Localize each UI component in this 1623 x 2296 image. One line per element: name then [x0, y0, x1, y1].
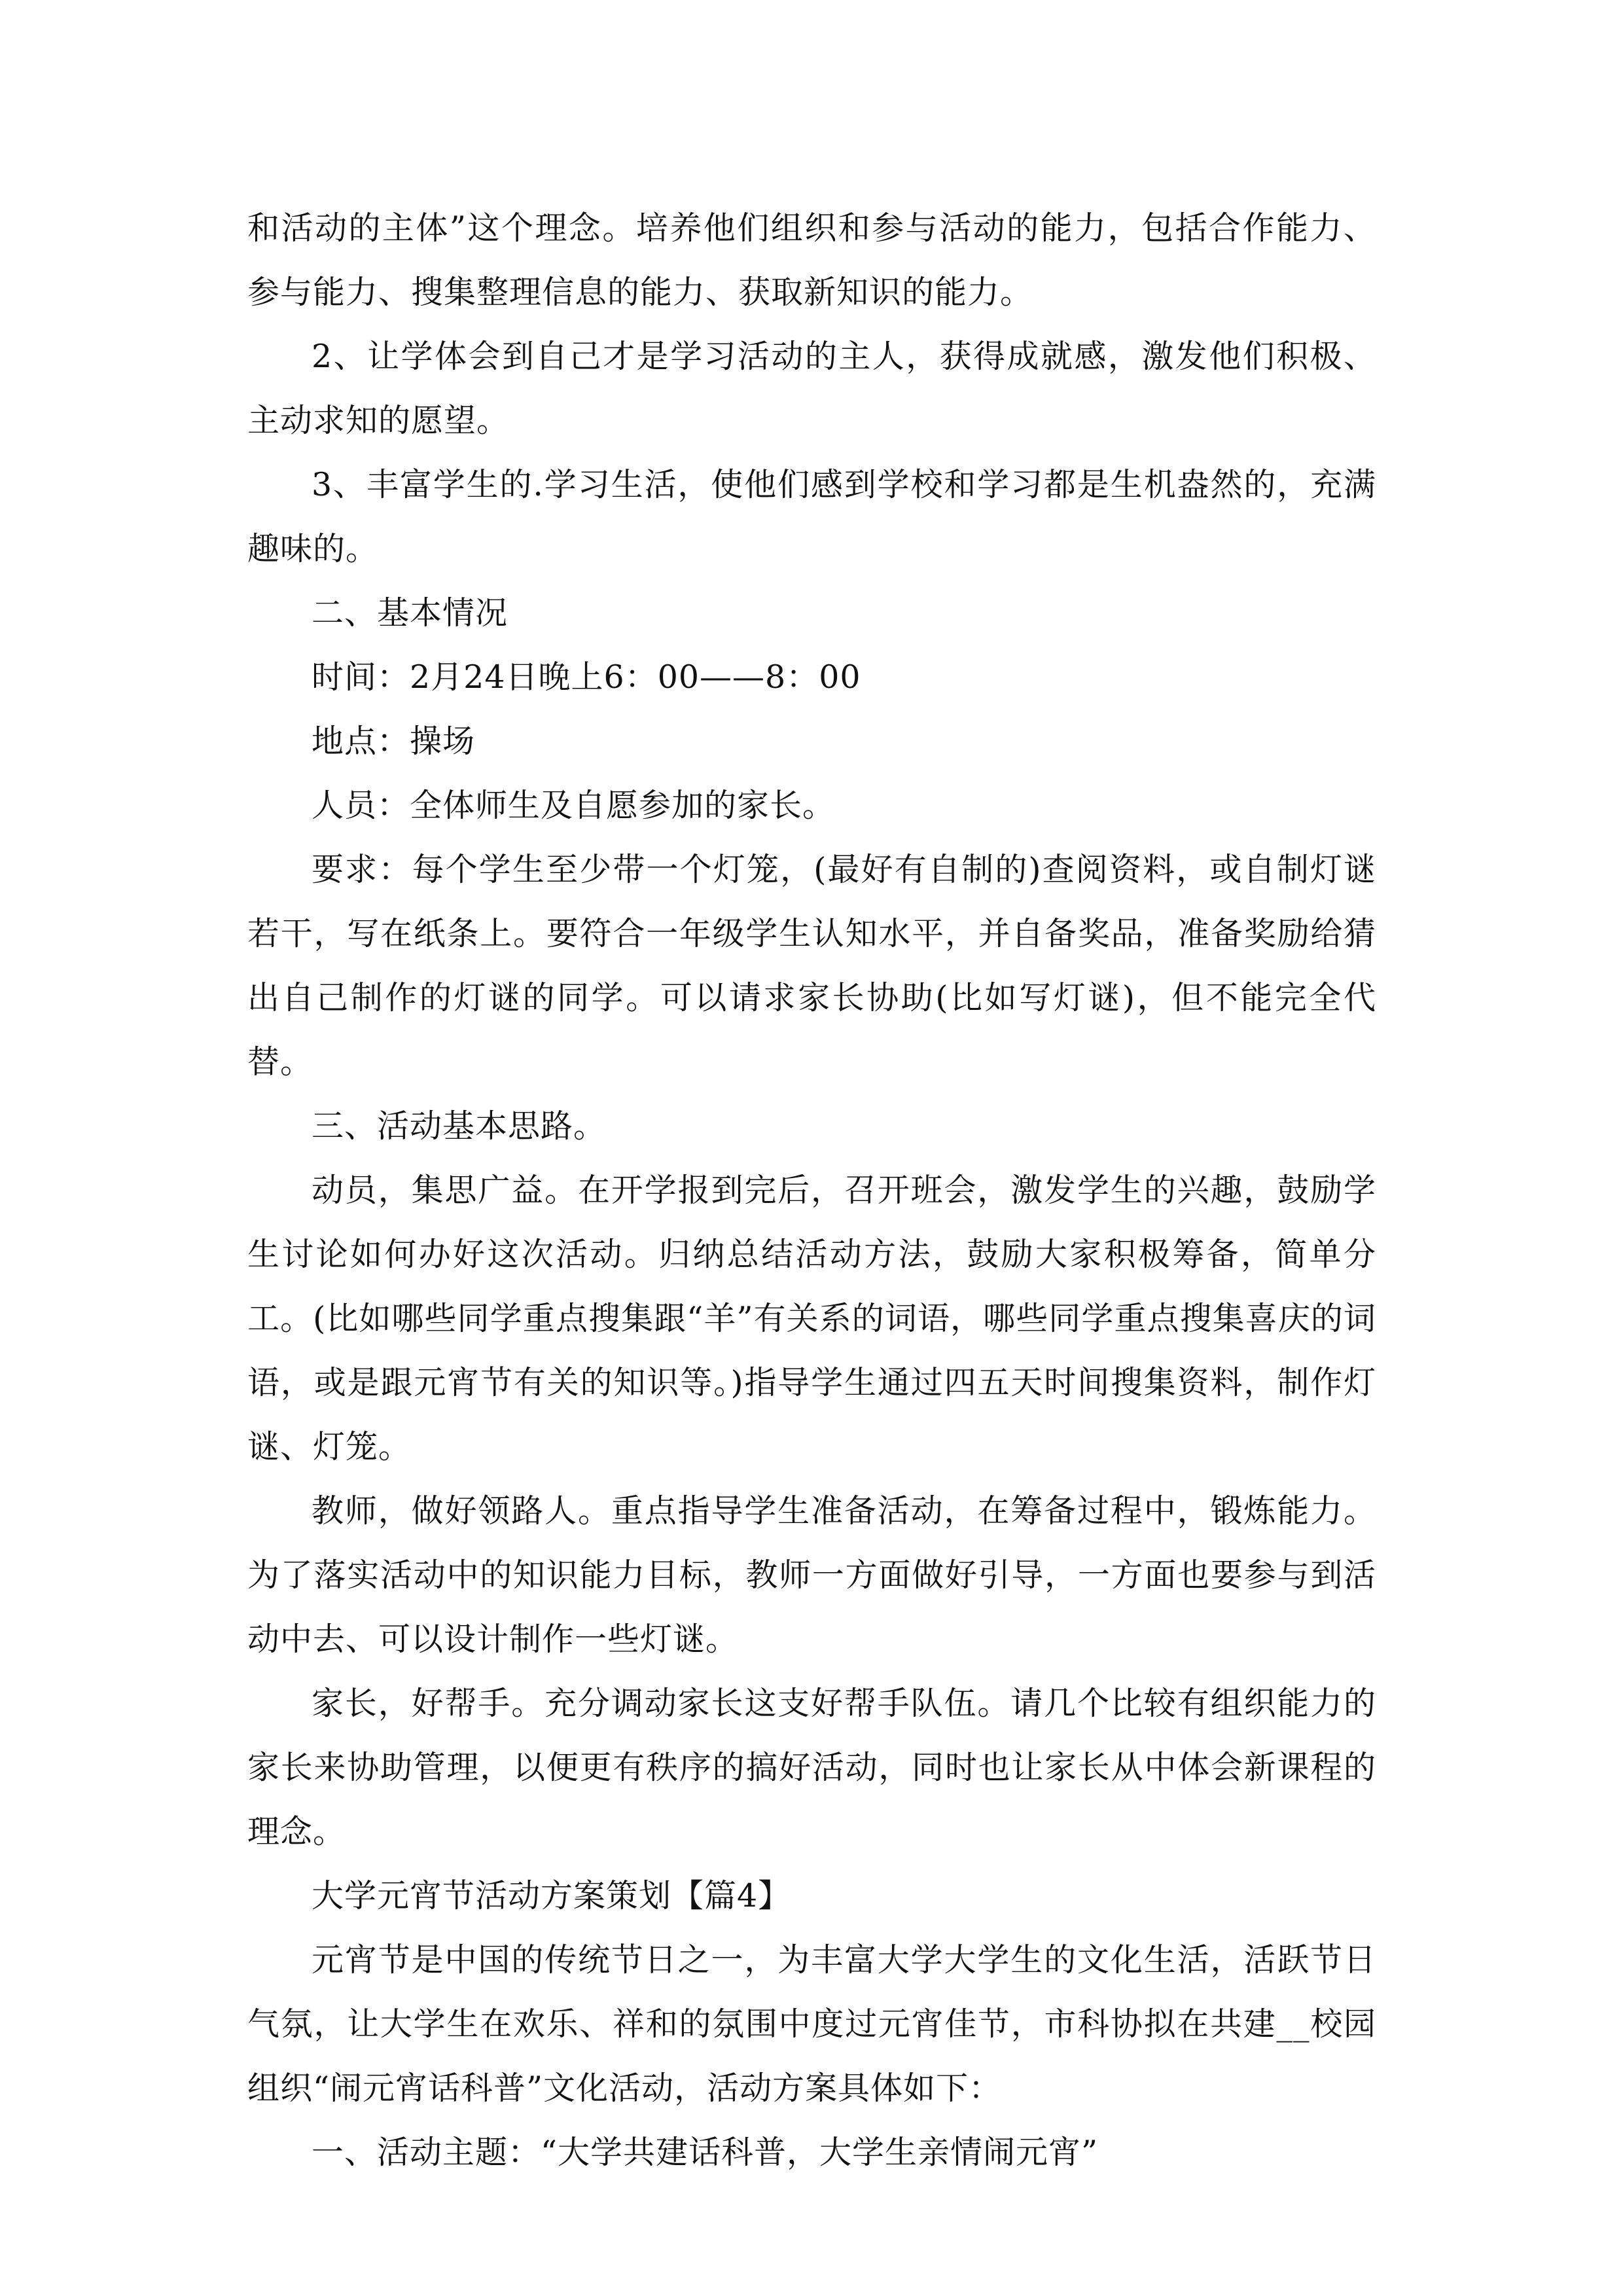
intro-paragraph: 元宵节是中国的传统节日之一，为丰富大学大学生的文化生活，活跃节日气氛，让大学生在欢乐、祥和的氛围中度过元宵佳节，市科协拟在共建__校园组织“闹元宵话科普”文化活动，活动方案具体如下：	[247, 1941, 1376, 2107]
section-heading-approach: 三、活动基本思路。	[312, 1107, 607, 1145]
paragraph-3: 3、丰富学生的.学习生活，使他们感到学校和学习都是生机盎然的，充满趣味的。	[247, 466, 1376, 567]
article-title-part-4: 大学元宵节活动方案策划【篇4】	[312, 1877, 791, 1914]
document-body	[247, 196, 1376, 2185]
paragraph-1: 和活动的主体”这个理念。培养他们组织和参与活动的能力，包括合作能力、参与能力、搜集整理信息的能力、获取新知识的能力。	[247, 209, 1376, 311]
section-heading-basic-info: 二、基本情况	[312, 594, 508, 632]
paragraph-2: 2、让学体会到自己才是学习活动的主人，获得成就感，激发他们积极、主动求知的愿望。	[247, 338, 1376, 439]
mobilization-paragraph: 动员，集思广益。在开学报到完后，召开班会，激发学生的兴趣，鼓励学生讨论如何办好这次活动。归纳总结活动方法，鼓励大家积极筹备，简单分工。(比如哪些同学重点搜集跟“羊”有关系的词语，哪些同学重点搜集喜庆的词语，或是跟元宵节有关的知识等。)指导学生通过四五天时间搜集资料，制作灯谜、灯笼。	[247, 1172, 1376, 1465]
teacher-paragraph: 教师，做好领路人。重点指导学生准备活动，在筹备过程中，锻炼能力。为了落实活动中的知识能力目标，教师一方面做好引导，一方面也要参与到活动中去、可以设计制作一些灯谜。	[247, 1492, 1376, 1658]
participants-line: 人员：全体师生及自愿参加的家长。	[312, 787, 836, 824]
requirements-paragraph: 要求：每个学生至少带一个灯笼，(最好有自制的)查阅资料，或自制灯谜若干，写在纸条上。要符合一年级学生认知水平，并自备奖品，准备奖励给猜出自己制作的灯谜的同学。可以请求家长协助(比如写灯谜)，但不能完全代替。	[247, 851, 1376, 1081]
location-line: 地点：操场	[312, 723, 476, 760]
time-line: 时间：2月24日晚上6：00——8：00	[312, 658, 861, 696]
activity-theme-line: 一、活动主题：“大学共建话科普，大学生亲情闹元宵”	[312, 2134, 1099, 2171]
parents-paragraph: 家长，好帮手。充分调动家长这支好帮手队伍。请几个比较有组织能力的家长来协助管理，以便更有秩序的搞好活动，同时也让家长从中体会新课程的理念。	[247, 1685, 1376, 1850]
